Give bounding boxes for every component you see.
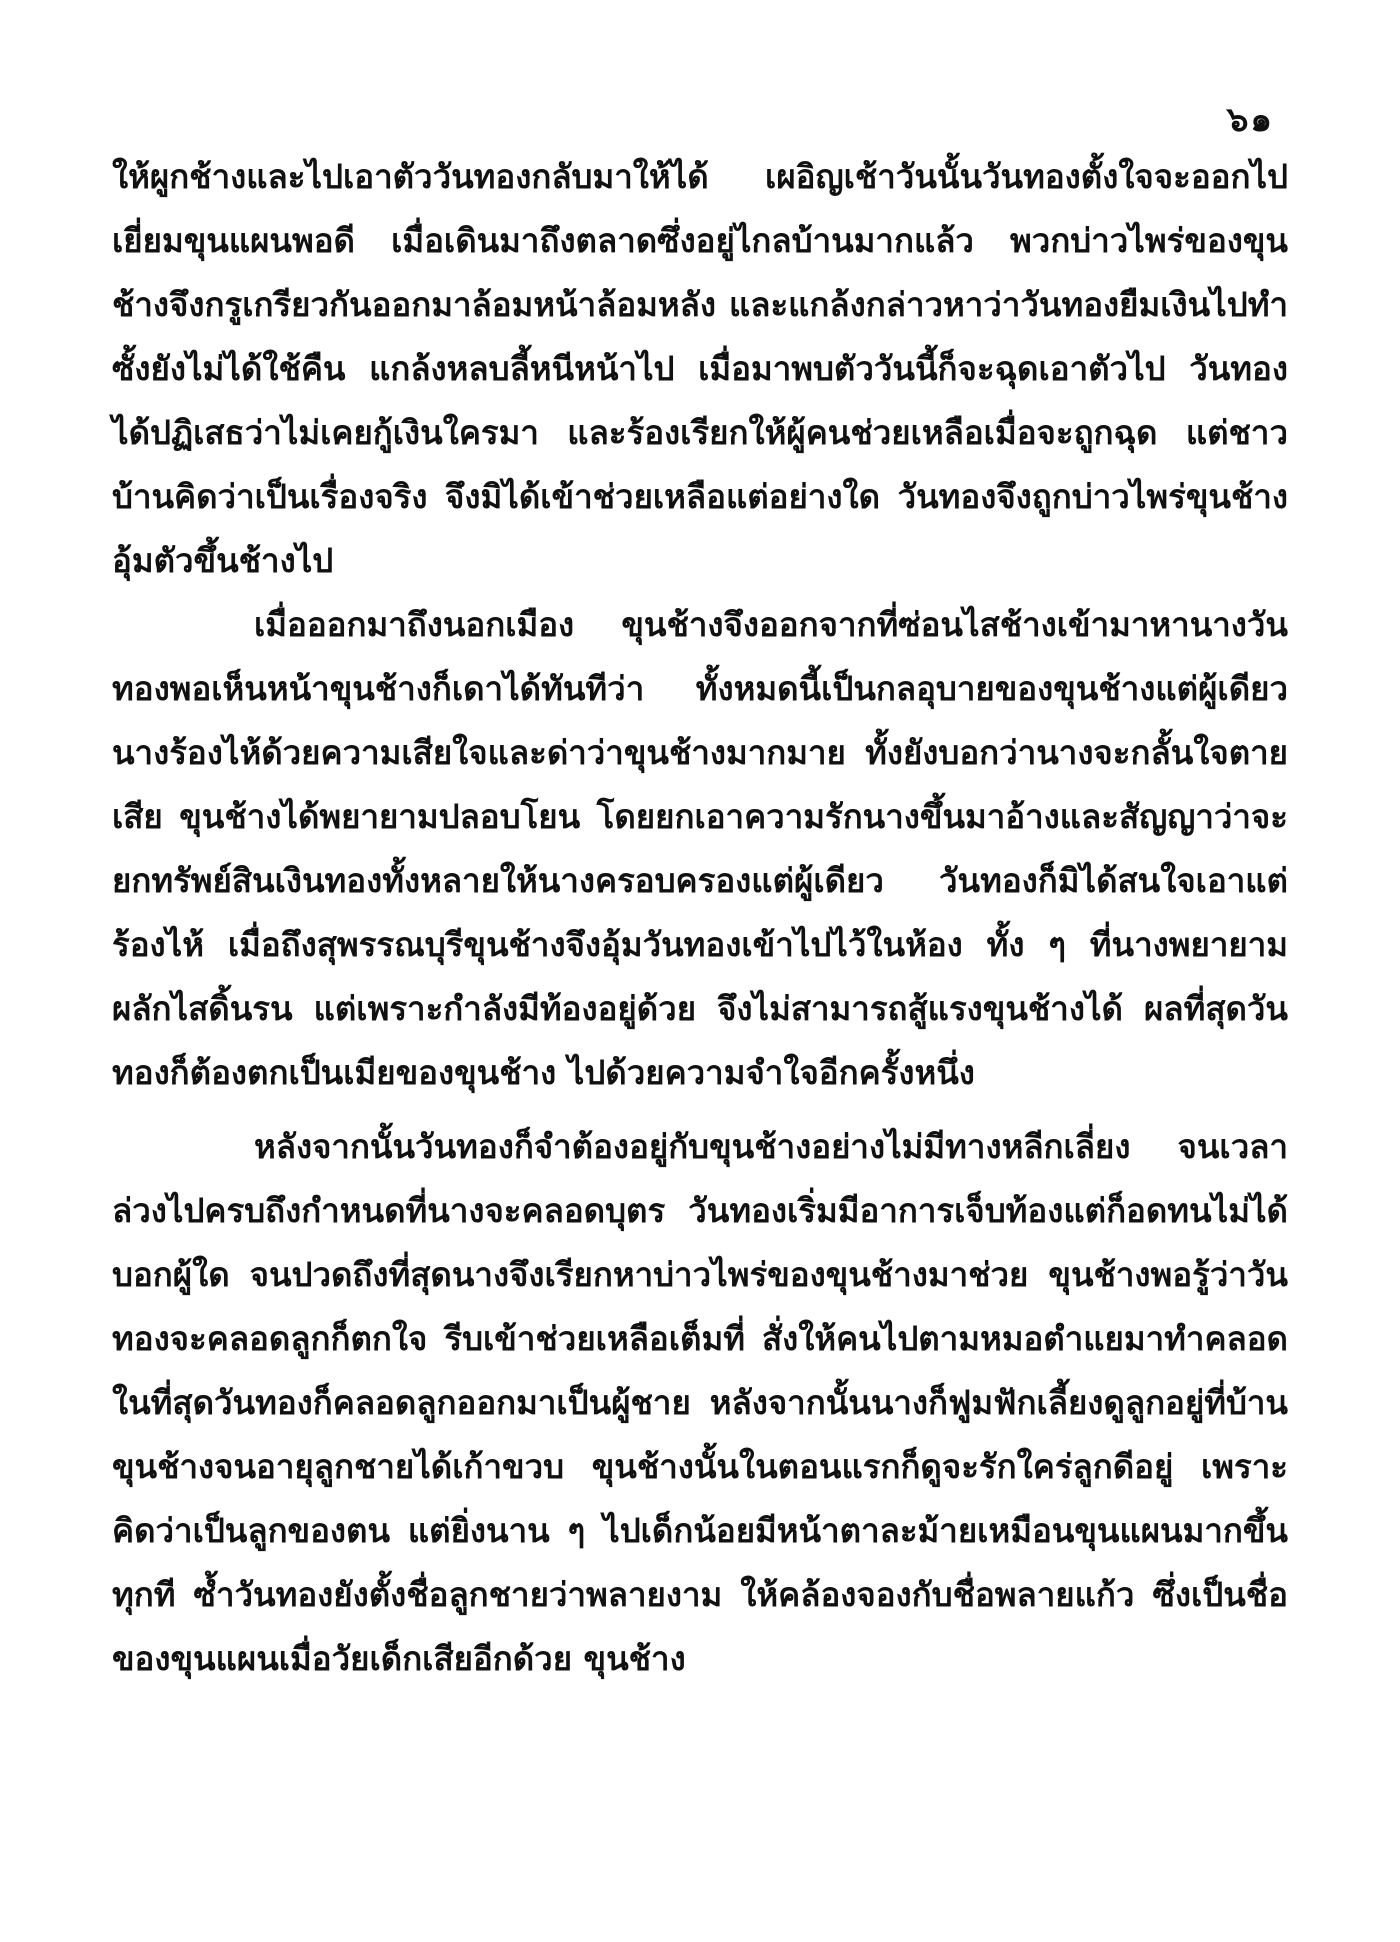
paragraph-1: ให้ผูกช้างและไปเอาตัววันทองกลับมาให้ได้ เผอิญเช้าวันนั้นวันทองตั้งใจจะออกไปเยี่ยมขุนแผนพอดี เมื่อเดินมาถึงตลาดซึ่งอยู่ไกลบ้านมากแล้ว พวกบ่าวไพร่ของขุนช้างจึงกรูเกรียวกันออกมาล้อมหน้าล้อมหลัง และแกล้งกล่าวหาว่าวันทองยืมเงินไปทำซั้งยังไม่ได้ใช้คืน แกล้งหลบลี้หนีหน้าไป เมื่อมาพบตัววันนี้ก็จะฉุดเอาตัวไป วันทองได้ปฏิเสธว่าไม่เคยกู้เงินใครมา และร้องเรียกให้ผู้คนช่วยเหลือเมื่อจะถูกฉุด แต่ชาวบ้านคิดว่าเป็นเรื่องจริง จึงมิได้เข้าช่วยเหลือแต่อย่างใด วันทองจึงถูกบ่าวไพร่ขุนช้างอุ้มตัวขึ้นช้างไป (112, 157, 1288, 580)
paragraph-3: หลังจากนั้นวันทองก็จำต้องอยู่กับขุนช้างอย่างไม่มีทางหลีกเลี่ยง จนเวลาล่วงไปครบถึงกำหนดที่นางจะคลอดบุตร วันทองเริ่มมีอาการเจ็บท้องแต่ก็อดทนไม่ได้บอกผู้ใด จนปวดถึงที่สุดนางจึงเรียกหาบ่าวไพร่ของขุนช้างมาช่วย ขุนช้างพอรู้ว่าวันทองจะคลอดลูกก็ตกใจ รีบเข้าช่วยเหลือเต็มที่ สั่งให้คนไปตามหมอตำแยมาทำคลอด ในที่สุดวันทองก็คลอดลูกออกมาเป็นผู้ชาย หลังจากนั้นนางก็ฟูมฟักเลี้ยงดูลูกอยู่ที่บ้านขุนช้างจนอายุลูกชายได้เก้าขวบ ขุนช้างนั้นในตอนแรกก็ดูจะรักใคร่ลูกดีอยู่ เพราะคิดว่าเป็นลูกของตน แต่ยิ่งนาน ๆ ไปเด็กน้อยมีหน้าตาละม้ายเหมือนขุนแผนมากขึ้นทุกที ซ้ำวันทองยังตั้งชื่อลูกชายว่าพลายงาม ให้คล้องจองกับชื่อพลายแก้ว ซึ่งเป็นชื่อของขุนแผนเมื่อวัยเด็กเสียอีกด้วย ขุนช้าง (112, 1127, 1288, 1678)
page-number: ๖๑ (1226, 100, 1274, 140)
body-text (112, 145, 1288, 1691)
paragraph-2: เมื่อออกมาถึงนอกเมือง ขุนช้างจึงออกจากที่ซ่อนไสช้างเข้ามาหานางวันทองพอเห็นหน้าขุนช้างก็เดาได้ทันทีว่า ทั้งหมดนี้เป็นกลอุบายของขุนช้างแต่ผู้เดียว นางร้องไห้ด้วยความเสียใจและด่าว่าขุนช้างมากมาย ทั้งยังบอกว่านางจะกลั้นใจตายเสีย ขุนช้างได้พยายามปลอบโยน โดยยกเอาความรักนางขึ้นมาอ้างและสัญญาว่าจะยกทรัพย์สินเงินทองทั้งหลายให้นางครอบครองแต่ผู้เดียว วันทองก็มิได้สนใจเอาแต่ร้องไห้ เมื่อถึงสุพรรณบุรีขุนช้างจึงอุ้มวันทองเข้าไปไว้ในห้อง ทั้ง ๆ ที่นางพยายามผลักไสดิ้นรน แต่เพราะกำลังมีท้องอยู่ด้วย จึงไม่สามารถสู้แรงขุนช้างได้ ผลที่สุดวันทองก็ต้องตกเป็นเมียของขุนช้าง ไปด้วยความจำใจอีกครั้งหนึ่ง (112, 605, 1288, 1092)
